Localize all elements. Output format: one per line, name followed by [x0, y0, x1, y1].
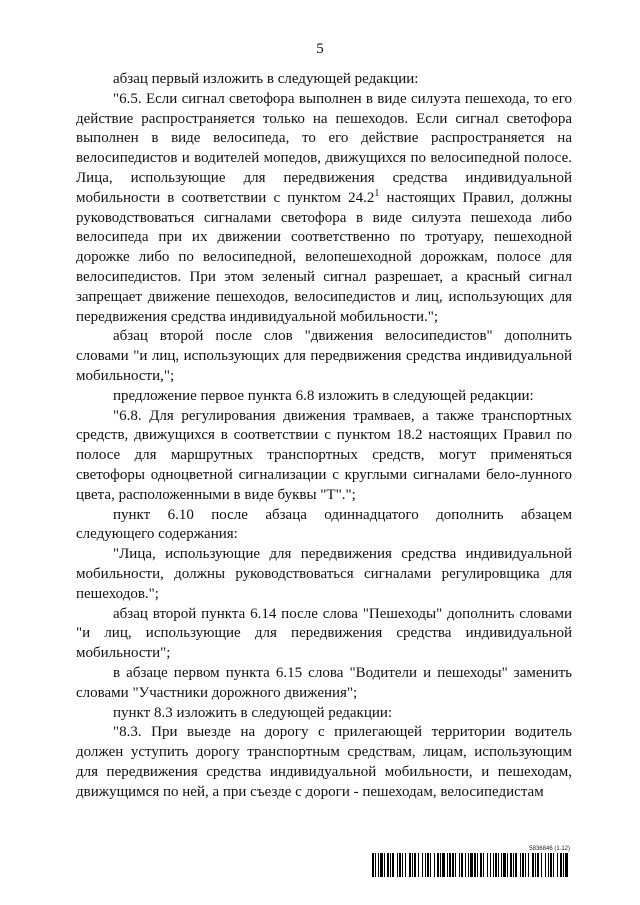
paragraph-1: абзац первый изложить в следующей редакции:	[113, 71, 419, 87]
barcode-bar	[565, 853, 568, 877]
paragraph-10: пункт 8.3 изложить в следующей редакции:	[113, 704, 393, 721]
paragraph-11: "8.3. При выезде на дорогу с прилегающей территории водитель должен уступить дорогу транспортным средствам, лицам, использующим для передвижения средства индивидуальной мобильности, и пешеходам, движущимся по ней, а при съезде с дороги - пешеходам, велосипедистам	[76, 724, 572, 800]
barcode-bar	[422, 853, 423, 877]
barcode-bar	[515, 853, 517, 877]
barcode	[372, 853, 570, 877]
barcode-bar	[528, 853, 529, 877]
barcode-bar	[545, 853, 546, 877]
footnote-mark: 1	[374, 187, 380, 199]
barcode-bar	[483, 853, 484, 877]
barcode-bar	[513, 853, 514, 877]
barcode-bar	[490, 853, 491, 877]
barcode-bar	[550, 853, 552, 877]
barcode-bar	[375, 853, 376, 877]
barcode-bar	[465, 853, 466, 877]
barcode-bar	[412, 853, 413, 877]
barcode-bar	[537, 853, 539, 877]
barcode-bar	[525, 853, 526, 877]
barcode-bar	[442, 853, 445, 877]
barcode-bar	[468, 853, 469, 877]
barcode-bar	[480, 853, 482, 877]
barcode-bar	[414, 853, 416, 877]
paragraph-9: в абзаце первом пункта 6.15 слова "Водители и пешеходы" заменить словами "Участники дорожного движения";	[76, 664, 572, 701]
paragraph-7: "Лица, использующие для передвижения средства индивидуальной мобильности, должны руководствоваться сигналами регулировщика для пешеходов.";	[76, 546, 572, 602]
barcode-bar	[548, 853, 549, 877]
document-code: 5836846 (1.12)	[529, 846, 570, 852]
barcode-bar	[461, 853, 463, 877]
barcode-bar	[501, 853, 502, 877]
barcode-bar	[541, 853, 542, 877]
barcode-bar	[459, 853, 460, 877]
barcode-bar	[452, 853, 454, 877]
barcode-bar	[430, 853, 431, 877]
barcode-bar	[553, 853, 554, 877]
barcode-bar	[522, 853, 524, 877]
barcode-bar	[409, 853, 411, 877]
barcode-bar	[474, 853, 476, 877]
paragraph-6: пункт 6.10 после абзаца одиннадцатого дополнить абзацем следующего содержания:	[76, 506, 572, 543]
barcode-bar	[399, 853, 401, 877]
paragraph-8: абзац второй пункта 6.14 после слова "Пешеходы" дополнить словами "и лиц, использующие для передвижения средства индивидуальной мобильности";	[76, 605, 572, 662]
paragraph-5: "6.8. Для регулирования движения трамваев, а также транспортных средств, движущихся в соответствии с пунктом 18.2 настоящих Правил по полосе для маршрутных транспортных средств, могут применяться светофоры одноцветной сигнализации с круглыми сигналами бело-лунного цвета, расположенными в виде буквы "Т".";	[76, 407, 572, 503]
barcode-bar	[427, 853, 429, 877]
barcode-bar	[455, 853, 456, 877]
barcode-bar	[532, 853, 534, 877]
paragraph-2	[76, 90, 572, 328]
barcode-bar	[495, 853, 497, 877]
barcode-bar	[397, 853, 398, 877]
barcode-bar	[418, 853, 419, 877]
barcode-bar	[440, 853, 441, 877]
barcode-bar	[520, 853, 521, 877]
paragraph-3: абзац второй после слов "движения велосипедистов" дополнить словами "и лиц, использующих для передвижения средства индивидуальной мобильности,";	[76, 328, 572, 384]
barcode-bar	[390, 853, 391, 877]
barcode-bar	[402, 853, 403, 877]
barcode-bar	[477, 853, 478, 877]
barcode-bar	[372, 853, 374, 877]
barcode-bar	[384, 853, 385, 877]
barcode-bar	[493, 853, 494, 877]
barcode-bar	[510, 853, 512, 877]
barcode-bar	[437, 853, 439, 877]
barcode-bar	[560, 853, 562, 877]
barcode-bar	[535, 853, 536, 877]
paragraph-2-text: "6.5. Если сигнал светофора выполнен в виде силуэта пешехода, то его действие распространяется только на пешеходов. Если сигнал светофора выполнен в виде велосипеда, то его действие распространяется на велосипедистов и водителей мопедов, движущихся по велосипедной полосе. Лица, использующие для передвижения средства индивидуальной мобильности в соответствии с пунктом 24.2	[76, 90, 572, 206]
barcode-bar	[557, 853, 558, 877]
barcode-bar	[387, 853, 389, 877]
barcode-bar	[378, 853, 379, 877]
barcode-bar	[449, 853, 451, 877]
barcode-bar	[447, 853, 448, 877]
barcode-bar	[425, 853, 426, 877]
paragraph-2-continuation: настоящих Правил, должны руководствоваться сигналами светофора в виде силуэта пешехода либо велосипеда при их движении соответственно по тротуару, пешеходной дорожке либо по велосипедной, велопешеходной дорожкам, полосе для велосипедистов. При этом зеленый сигнал разрешает, а красный сигнал запрещает движение пешеходов, велосипедистов и лиц, использующих для передвижения средства индивидуальной мобильности.";	[76, 189, 572, 325]
paragraph-4: предложение первое пункта 6.8 изложить в следующей редакции:	[113, 387, 534, 404]
barcode-bar	[392, 853, 394, 877]
barcode-bar	[405, 853, 406, 877]
barcode-bar	[487, 853, 488, 877]
barcode-bar	[503, 853, 506, 877]
page-number: 5	[316, 41, 324, 57]
barcode-bar	[380, 853, 383, 877]
document-body	[76, 70, 572, 802]
barcode-bar	[434, 853, 435, 877]
barcode-bar	[470, 853, 473, 877]
barcode-bar	[563, 853, 564, 877]
barcode-bar	[507, 853, 508, 877]
barcode-bar	[498, 853, 499, 877]
